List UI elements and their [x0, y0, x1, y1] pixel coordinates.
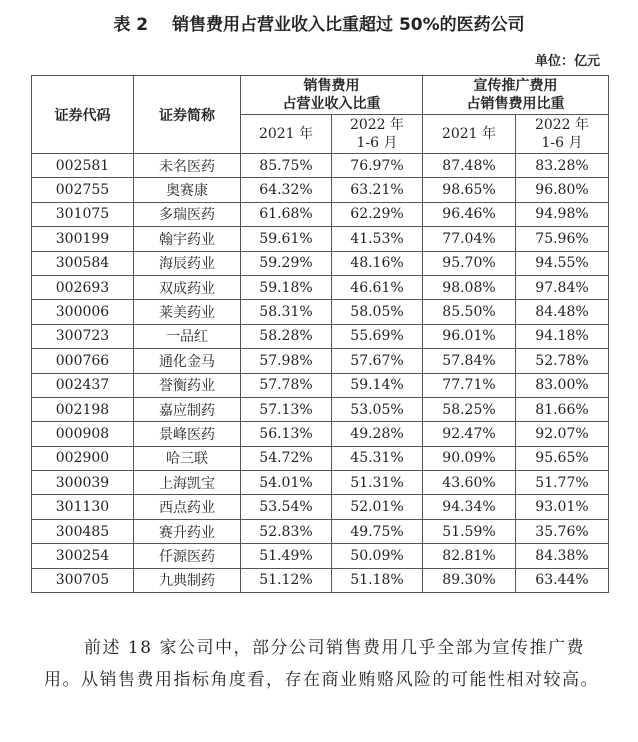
table-row — [32, 495, 609, 519]
table-row — [32, 300, 609, 324]
cell-2021-sales-ratio: 52.83% — [241, 519, 332, 543]
cell-name: 通化金马 — [134, 349, 241, 373]
cell-code: 300705 — [32, 568, 134, 592]
cell-2021-promo-ratio: 92.47% — [423, 422, 516, 446]
cell-name: 赛升药业 — [134, 519, 241, 543]
cell-2021-promo-ratio: 98.08% — [423, 275, 516, 299]
cell-name: 海辰药业 — [134, 251, 241, 275]
cell-2021-promo-ratio: 96.46% — [423, 202, 516, 226]
cell-name: 一品红 — [134, 324, 241, 348]
cell-2022-promo-ratio: 95.65% — [516, 446, 609, 470]
cell-2021-promo-ratio: 77.04% — [423, 227, 516, 251]
table-row — [32, 471, 609, 495]
cell-2022-promo-ratio: 84.38% — [516, 544, 609, 568]
cell-code: 300039 — [32, 471, 134, 495]
cell-name: 多瑞医药 — [134, 202, 241, 226]
cell-code: 002198 — [32, 397, 134, 421]
cell-2021-sales-ratio: 51.49% — [241, 544, 332, 568]
cell-name: 誉衡药业 — [134, 373, 241, 397]
table-row — [32, 154, 609, 178]
data-table — [31, 75, 609, 593]
cell-2021-sales-ratio: 53.54% — [241, 495, 332, 519]
table-row — [32, 422, 609, 446]
cell-2021-promo-ratio: 77.71% — [423, 373, 516, 397]
cell-name: 西点药业 — [134, 495, 241, 519]
cell-2022-promo-ratio: 96.80% — [516, 178, 609, 202]
header-2021: 2021 年 — [241, 115, 332, 154]
cell-code: 002900 — [32, 446, 134, 470]
cell-code: 300584 — [32, 251, 134, 275]
table-row — [32, 251, 609, 275]
cell-name: 仟源医药 — [134, 544, 241, 568]
cell-2022-sales-ratio: 58.05% — [332, 300, 423, 324]
cell-2021-sales-ratio: 57.78% — [241, 373, 332, 397]
table-row — [32, 349, 609, 373]
cell-2022-sales-ratio: 46.61% — [332, 275, 423, 299]
cell-2021-promo-ratio: 94.34% — [423, 495, 516, 519]
cell-2021-promo-ratio: 96.01% — [423, 324, 516, 348]
table-row — [32, 519, 609, 543]
cell-code: 300723 — [32, 324, 134, 348]
cell-2021-promo-ratio: 43.60% — [423, 471, 516, 495]
cell-code: 002437 — [32, 373, 134, 397]
cell-2022-promo-ratio: 94.55% — [516, 251, 609, 275]
cell-2022-promo-ratio: 97.84% — [516, 275, 609, 299]
cell-2022-sales-ratio: 55.69% — [332, 324, 423, 348]
cell-2022-sales-ratio: 45.31% — [332, 446, 423, 470]
cell-2022-promo-ratio: 52.78% — [516, 349, 609, 373]
cell-2022-promo-ratio: 75.96% — [516, 227, 609, 251]
cell-2022-promo-ratio: 84.48% — [516, 300, 609, 324]
table-title — [0, 10, 638, 35]
table-row — [32, 202, 609, 226]
table-row — [32, 227, 609, 251]
cell-2021-promo-ratio: 51.59% — [423, 519, 516, 543]
table-row — [32, 397, 609, 421]
cell-2021-promo-ratio: 87.48% — [423, 154, 516, 178]
cell-2021-sales-ratio: 51.12% — [241, 568, 332, 592]
cell-2022-sales-ratio: 48.16% — [332, 251, 423, 275]
cell-2022-sales-ratio: 41.53% — [332, 227, 423, 251]
cell-2022-sales-ratio: 52.01% — [332, 495, 423, 519]
cell-2021-sales-ratio: 54.72% — [241, 446, 332, 470]
cell-code: 002693 — [32, 275, 134, 299]
cell-2022-promo-ratio: 63.44% — [516, 568, 609, 592]
table-number: 表 2 — [113, 15, 149, 35]
cell-2021-sales-ratio: 58.31% — [241, 300, 332, 324]
table-row — [32, 544, 609, 568]
cell-2022-promo-ratio: 51.77% — [516, 471, 609, 495]
table-row — [32, 275, 609, 299]
header-promotion-ratio: 宣传推广费用 占销售费用比重 — [423, 76, 609, 115]
cell-2021-sales-ratio: 56.13% — [241, 422, 332, 446]
cell-2022-promo-ratio: 93.01% — [516, 495, 609, 519]
cell-2022-sales-ratio: 51.31% — [332, 471, 423, 495]
cell-2021-sales-ratio: 64.32% — [241, 178, 332, 202]
cell-2021-sales-ratio: 59.18% — [241, 275, 332, 299]
cell-2021-promo-ratio: 57.84% — [423, 349, 516, 373]
cell-2022-promo-ratio: 92.07% — [516, 422, 609, 446]
cell-2022-sales-ratio: 50.09% — [332, 544, 423, 568]
cell-2021-sales-ratio: 54.01% — [241, 471, 332, 495]
cell-code: 300006 — [32, 300, 134, 324]
table-row — [32, 446, 609, 470]
table-row — [32, 373, 609, 397]
cell-name: 双成药业 — [134, 275, 241, 299]
table-title-text: 销售费用占营业收入比重超过 50%的医药公司 — [172, 15, 525, 35]
cell-2022-sales-ratio: 49.75% — [332, 519, 423, 543]
cell-2022-sales-ratio: 53.05% — [332, 397, 423, 421]
cell-name: 景峰医药 — [134, 422, 241, 446]
table-row — [32, 568, 609, 592]
table-body — [32, 154, 609, 593]
cell-name: 上海凯宝 — [134, 471, 241, 495]
cell-2022-sales-ratio: 63.21% — [332, 178, 423, 202]
cell-name: 嘉应制药 — [134, 397, 241, 421]
cell-name: 奥赛康 — [134, 178, 241, 202]
cell-name: 哈三联 — [134, 446, 241, 470]
cell-2022-promo-ratio: 94.18% — [516, 324, 609, 348]
cell-2021-promo-ratio: 95.70% — [423, 251, 516, 275]
header-2022-h1: 2022 年 1-6 月 — [332, 115, 423, 154]
cell-2022-promo-ratio: 81.66% — [516, 397, 609, 421]
cell-2022-promo-ratio: 94.98% — [516, 202, 609, 226]
table-row — [32, 324, 609, 348]
cell-2022-sales-ratio: 57.67% — [332, 349, 423, 373]
cell-2021-sales-ratio: 59.29% — [241, 251, 332, 275]
footer-paragraph: 前述 18 家公司中，部分公司销售费用几乎全部为宣传推广费用。从销售费用指标角度看，存在商业贿赂风险的可能性相对较高。 — [44, 638, 599, 690]
cell-2022-sales-ratio: 62.29% — [332, 202, 423, 226]
cell-code: 301075 — [32, 202, 134, 226]
cell-2021-promo-ratio: 98.65% — [423, 178, 516, 202]
cell-2022-promo-ratio: 83.00% — [516, 373, 609, 397]
cell-code: 000766 — [32, 349, 134, 373]
cell-2022-promo-ratio: 35.76% — [516, 519, 609, 543]
cell-2021-sales-ratio: 61.68% — [241, 202, 332, 226]
header-2022-h1: 2022 年 1-6 月 — [516, 115, 609, 154]
cell-2021-sales-ratio: 57.13% — [241, 397, 332, 421]
cell-2021-sales-ratio: 57.98% — [241, 349, 332, 373]
cell-code: 002755 — [32, 178, 134, 202]
cell-2021-sales-ratio: 85.75% — [241, 154, 332, 178]
cell-code: 300254 — [32, 544, 134, 568]
header-code: 证券代码 — [32, 76, 134, 154]
cell-2022-sales-ratio: 51.18% — [332, 568, 423, 592]
cell-name: 翰宇药业 — [134, 227, 241, 251]
cell-2022-sales-ratio: 76.97% — [332, 154, 423, 178]
cell-2021-sales-ratio: 59.61% — [241, 227, 332, 251]
cell-code: 002581 — [32, 154, 134, 178]
cell-2021-promo-ratio: 85.50% — [423, 300, 516, 324]
header-2021: 2021 年 — [423, 115, 516, 154]
cell-2021-sales-ratio: 58.28% — [241, 324, 332, 348]
cell-code: 301130 — [32, 495, 134, 519]
cell-name: 九典制药 — [134, 568, 241, 592]
cell-name: 未名医药 — [134, 154, 241, 178]
header-name: 证券简称 — [134, 76, 241, 154]
cell-2021-promo-ratio: 90.09% — [423, 446, 516, 470]
cell-2021-promo-ratio: 58.25% — [423, 397, 516, 421]
header-sales-expense-ratio: 销售费用 占营业收入比重 — [241, 76, 423, 115]
cell-2022-sales-ratio: 59.14% — [332, 373, 423, 397]
cell-name: 莱美药业 — [134, 300, 241, 324]
cell-2022-sales-ratio: 49.28% — [332, 422, 423, 446]
cell-code: 300199 — [32, 227, 134, 251]
cell-code: 000908 — [32, 422, 134, 446]
cell-2021-promo-ratio: 89.30% — [423, 568, 516, 592]
cell-2021-promo-ratio: 82.81% — [423, 544, 516, 568]
table-row — [32, 178, 609, 202]
unit-label: 单位：亿元 — [534, 54, 600, 69]
cell-2022-promo-ratio: 83.28% — [516, 154, 609, 178]
cell-code: 300485 — [32, 519, 134, 543]
